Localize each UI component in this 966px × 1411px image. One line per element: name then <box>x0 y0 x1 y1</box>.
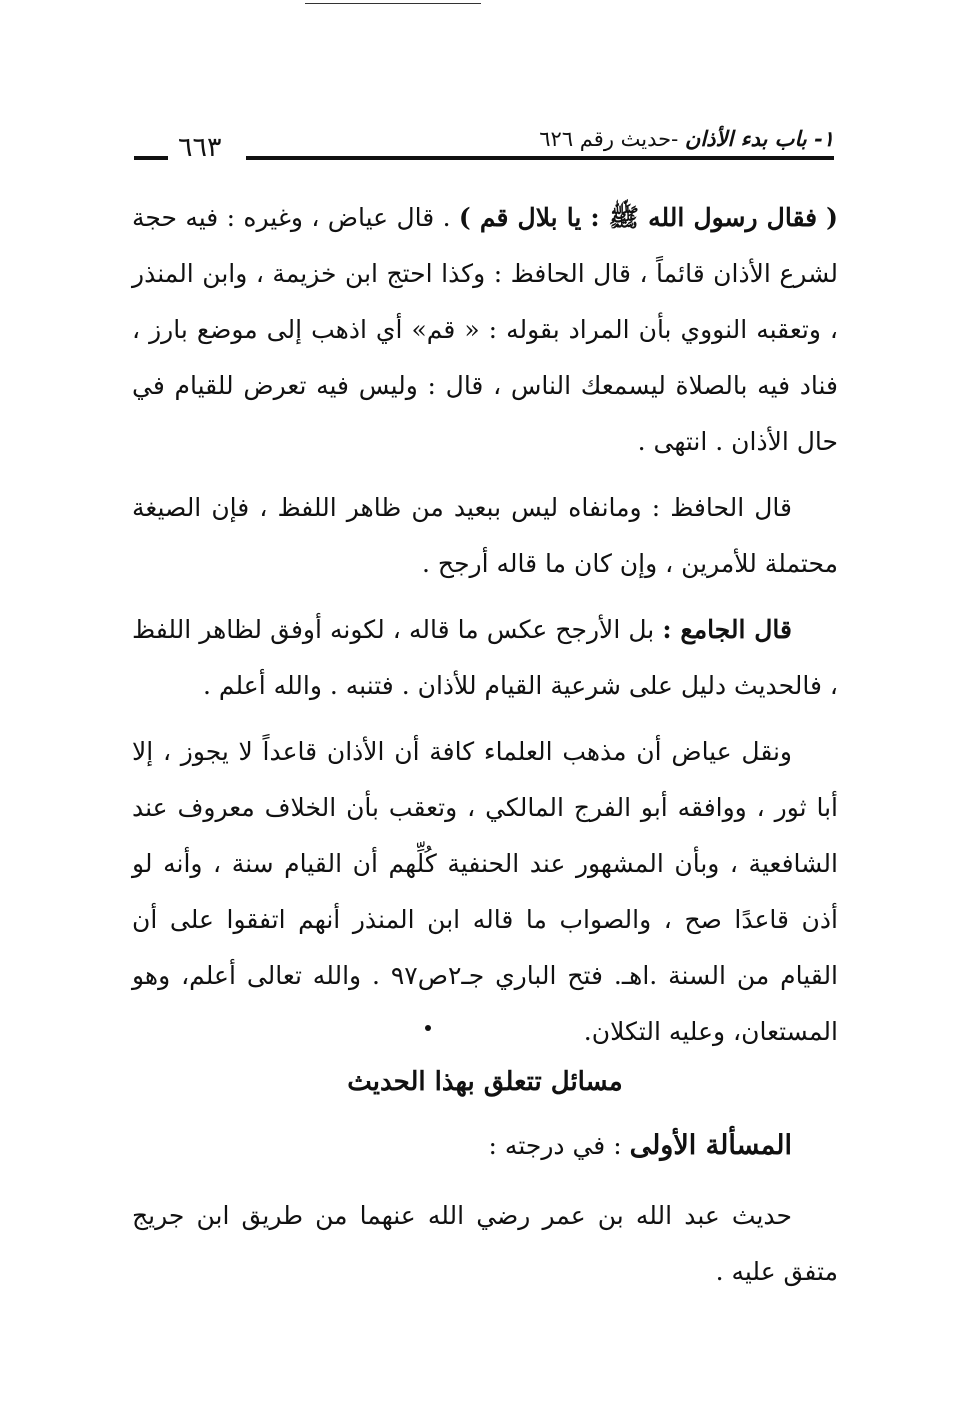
paragraph-1-text: . قال عياض ، وغيره : فيه حجة لشرع الأذان قائماً ، قال الحافظ : وكذا احتج ابن خزيمة ، وابن المنذر ، وتعقبه النووي بأن المراد بقوله : « قم» أي اذهب إلى موضع بارز ، فناد فيه بالصلاة ليسمعك الناس ، قال : وليس فيه تعرض للقيام في حال الأذان . انتهى . <box>132 203 838 456</box>
hadith-number: -حديث رقم ٦٢٦ <box>539 127 679 151</box>
issue-body: حديث عبد الله بن عمر رضي الله عنهما من طريق ابن جريج متفق عليه . <box>132 1201 838 1286</box>
paragraph-4-text: ونقل عياض أن مذهب العلماء كافة أن الأذان قاعداً لا يجوز ، إلا أبا ثور ، ووافقه أبو الفرج المالكي ، وتعقب بأن الخلاف معروف عند الشافعية ، وبأن المشهور عند الحنفية كُلِّهم أن القيام سنة ، وأنه لو أذن قاعدًا صح ، والصواب ما قاله ابن المنذر أنهم اتفقوا على أن القيام من السنة .اهـ. فتح الباري جـ٢ص٩٧ . والله تعالى أعلم، وهو المستعان، وعليه التكلان. <box>132 737 839 1046</box>
issue-title-rest: : في درجته : <box>488 1131 630 1160</box>
page-number: ٦٦٣ <box>178 132 222 163</box>
paragraph-3-text: بل الأرجح عكس ما قاله ، لكونه أوفق لظاهر اللفظ ، فالحديث دليل على شرعية القيام للأذان . فتنبه . والله أعلم . <box>132 615 838 700</box>
header-rule <box>246 156 834 160</box>
running-title <box>539 126 834 151</box>
paragraph-2 <box>132 480 838 592</box>
chapter-title: ١- باب بدء الأذان <box>684 126 834 151</box>
paragraph-1-lead: ( فقال رسول الله ﷺ : يا بلال قم ) <box>458 203 839 232</box>
ornament-dot <box>425 1025 431 1031</box>
paragraph-3 <box>132 602 838 714</box>
section-heading: مسائل تتعلق بهذا الحديث <box>347 1067 623 1097</box>
paragraph-3-lead: قال الجامع : <box>662 615 792 644</box>
issue-title: المسألة الأولى <box>629 1130 792 1161</box>
page-header <box>134 126 834 166</box>
paragraph-2-text: قال الحافظ : ومانفاه ليس ببعيد من ظاهر اللفظ ، فإن الصيغة محتملة للأمرين ، وإن كان ما قاله أرجح . <box>132 493 838 578</box>
top-rule <box>305 3 481 4</box>
paragraph-1 <box>132 190 838 470</box>
issue-block <box>132 1118 838 1300</box>
page-number-dash <box>134 156 168 160</box>
issue-title-line <box>132 1118 838 1174</box>
main-text <box>132 190 838 1060</box>
paragraph-4 <box>132 724 838 1060</box>
